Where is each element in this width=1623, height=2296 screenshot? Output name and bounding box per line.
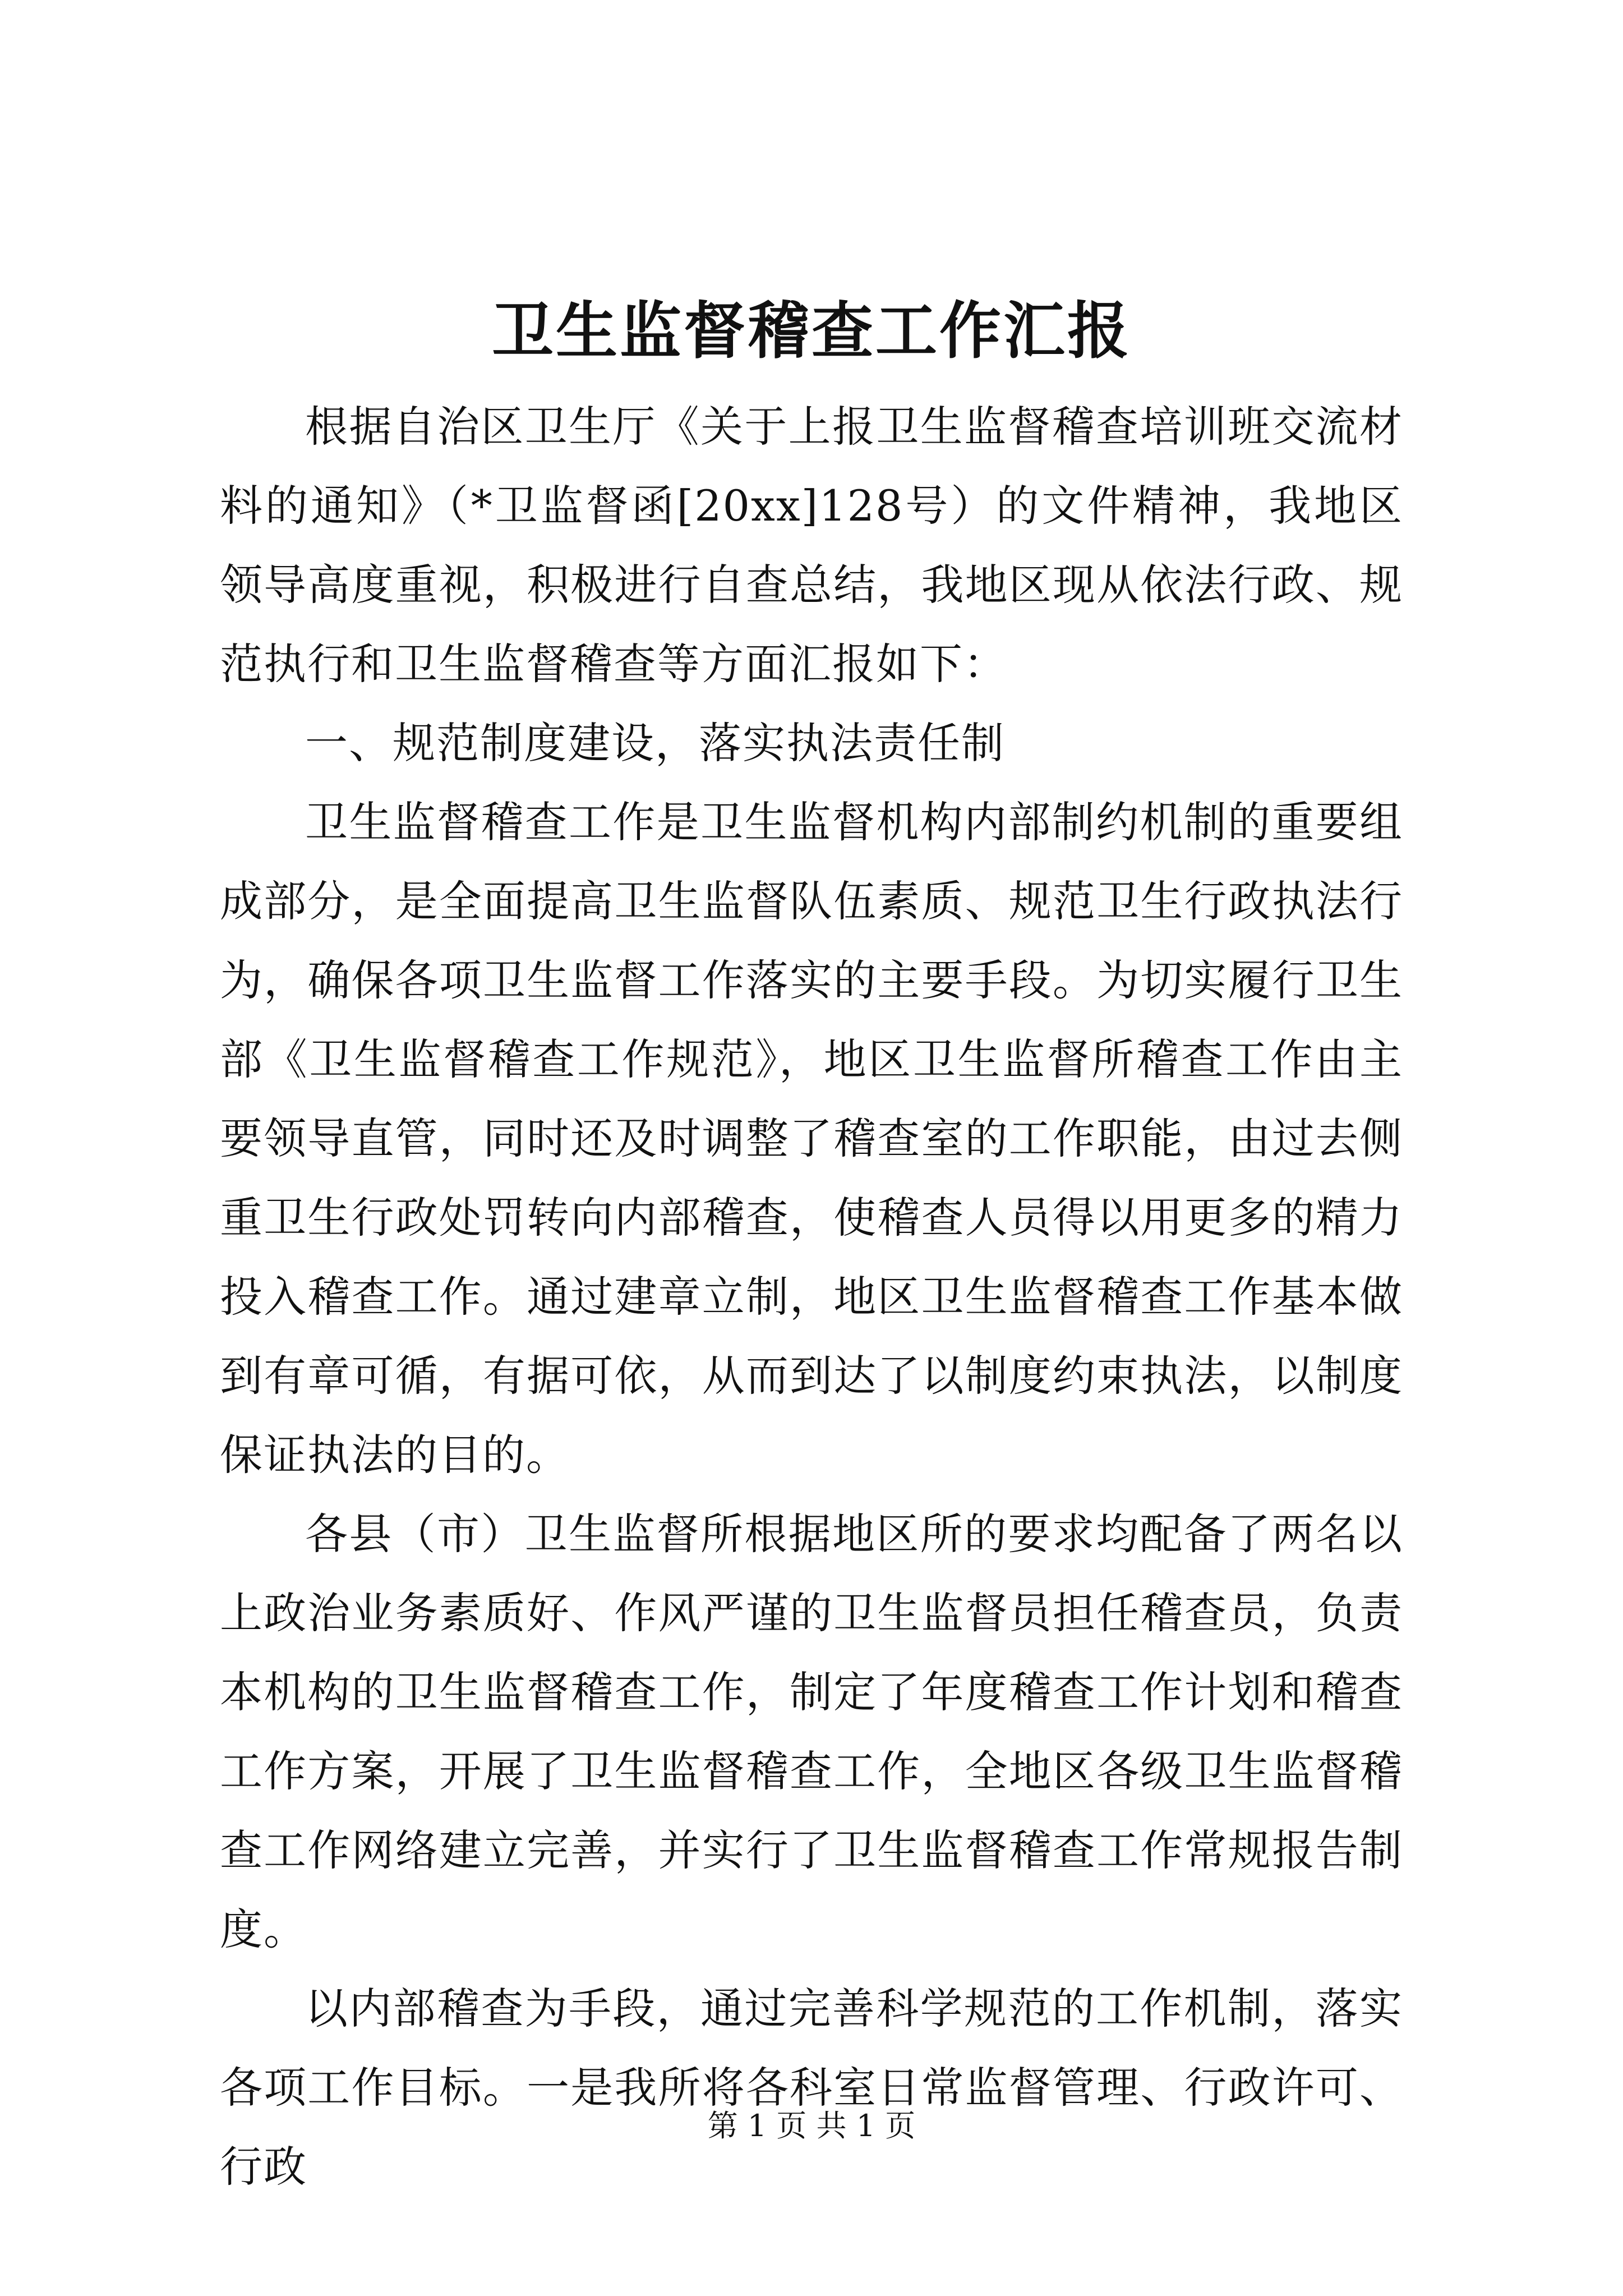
section-heading-1: 一、规范制度建设，落实执法责任制 — [305, 718, 1005, 768]
paragraph-section-1-b: 各县（市）卫生监督所根据地区所的要求均配备了两名以上政治业务素质好、作风严谨的卫生监督员担任稽查员，负责本机构的卫生监督稽查工作，制定了年度稽查工作计划和稽查工作方案，开展了卫生监督稽查工作，全地区各级卫生监督稽查工作网络建立完善，并实行了卫生监督稽查工作常规报告制度。 — [220, 1509, 1403, 1954]
page-footer: 第 1 页 共 1 页 — [707, 2108, 916, 2143]
paragraph-section-1-c: 以内部稽查为手段，通过完善科学规范的工作机制，落实各项工作目标。一是我所将各科室日常监督管理、行政许可、行政 — [220, 1984, 1403, 2192]
document-body — [220, 387, 1403, 2206]
paragraph-intro: 根据自治区卫生厅《关于上报卫生监督稽查培训班交流材料的通知》（*卫监督函[20xx]128号）的文件精神，我地区领导高度重视，积极进行自查总结，我地区现从依法行政、规范执行和卫生监督稽查等方面汇报如下： — [220, 402, 1403, 689]
document-title: 卫生监督稽查工作汇报 — [492, 295, 1131, 367]
paragraph-section-1-a: 卫生监督稽查工作是卫生监督机构内部制约机制的重要组成部分，是全面提高卫生监督队伍素质、规范卫生行政执法行为，确保各项卫生监督工作落实的主要手段。为切实履行卫生部《卫生监督稽查工作规范》，地区卫生监督所稽查工作由主要领导直管，同时还及时调整了稽查室的工作职能，由过去侧重卫生行政处罚转向内部稽查，使稽查人员得以用更多的精力投入稽查工作。通过建章立制，地区卫生监督稽查工作基本做到有章可循，有据可依，从而到达了以制度约束执法，以制度保证执法的目的。 — [220, 797, 1403, 1480]
